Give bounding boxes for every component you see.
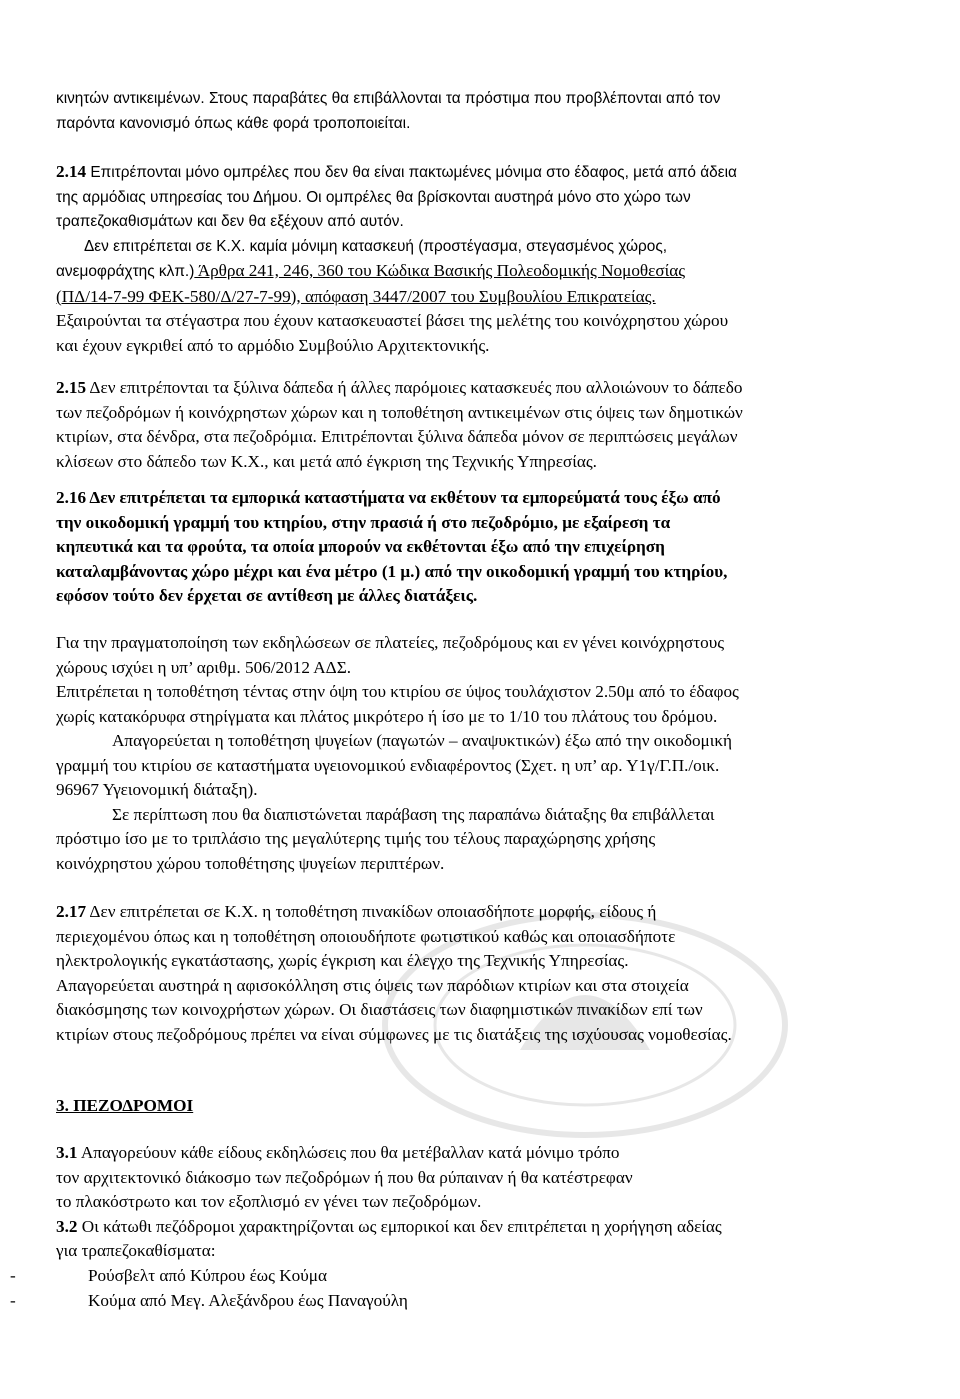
text-line: ανεμοφράχτης κλπ.) Άρθρα 241, 246, 360 του Κώδικα Βασικής Πολεοδομικής Νομοθεσίας xyxy=(56,261,686,280)
text-line: την οικοδομική γραμμή του κτηρίου, στην πρασιά ή στο πεζοδρόμιο, με εξαίρεση τα xyxy=(56,512,671,532)
text-line: τραπεζοκαθισμάτων και δεν θα εξέχουν από αυτόν. xyxy=(56,213,404,230)
text-line: κτιρίων στους πεζοδρόμους πρέπει να είναι σύμφωνες με τις διατάξεις της ισχύουσας νομοθεσίας. xyxy=(56,1024,732,1044)
text-line: ηλεκτρολογικής εγκατάστασης, χωρίς έγκριση και έλεγχο της Τεχνικής Υπηρεσίας. xyxy=(56,951,629,970)
section-3-body xyxy=(56,1141,906,1264)
text-line: εφόσον τούτο δεν έρχεται σε αντίθεση με άλλες διατάξεις. xyxy=(56,586,478,605)
text-line: διακόσμησης των κοινοχρήστων χώρων. Οι διαστάσεις των διαφημιστικών πινακίδων επί των xyxy=(56,1000,703,1019)
text-line: κλίσεων στο δάπεδο των Κ.Χ., και μετά από έγκριση της Τεχνικής Υπηρεσίας. xyxy=(56,451,597,471)
text-line: Για την πραγματοποίηση των εκδηλώσεων σε πλατείες, πεζοδρόμους και εν γένει κοινόχρηστους xyxy=(56,633,725,652)
text-line: Δεν επιτρέπεται σε Κ.Χ. καμία μόνιμη κατασκευή (προστέγασμα, στεγασμένος χώρος, xyxy=(84,237,668,255)
text-line: 2.16 Δεν επιτρέπεται τα εμπορικά καταστήματα να εκθέτουν τα εμπορεύματά τους έξω από xyxy=(56,488,721,507)
intro-paragraph xyxy=(56,87,906,136)
text-line: καταλαμβάνοντας χώρο μέχρι και ένα μέτρο (1 μ.) από την οικοδομική γραμμή του κτηρίου, xyxy=(56,561,728,581)
text-line: των πεζοδρόμων ή κοινόχρηστων χώρων και η τοποθέτηση αντικειμένων στις όψεις των δημοτικών xyxy=(56,402,743,422)
section-2-17 xyxy=(56,900,906,1047)
text-line: 2.15 Δεν επιτρέπονται τα ξύλινα δάπεδα ή άλλες παρόμοιες κατασκευές που αλλοιώνουν το δάπεδο xyxy=(56,378,743,397)
text-line: το πλακόστρωτο και τον εξοπλισμό εν γένει των πεζοδρόμων. xyxy=(56,1192,482,1211)
text-line: για τραπεζοκαθίσματα: xyxy=(56,1241,216,1260)
text-line: κοινόχρηστου χώρου τοποθέτησης ψυγείων περιπτέρων. xyxy=(56,853,445,873)
section-number: 3.1 xyxy=(56,1143,78,1162)
section-2-14 xyxy=(56,160,906,358)
section-number: 2.14 xyxy=(56,162,87,181)
text-line: περιεχομένου όπως και η τοποθέτηση οποιουδήποτε φωτιστικού καθώς και οποιασδήποτε xyxy=(56,926,676,946)
text-line: χώρους ισχύει η υπ’ αριθμ. 506/2012 ΑΔΣ. xyxy=(56,657,352,677)
list-item: - Ρούσβελτ από Κύπρου έως Κούμα xyxy=(10,1266,327,1285)
text-line: πρόστιμο ίσο με το τριπλάσιο της μεγαλύτερης τιμής του τέλους παραχώρησης χρήσης xyxy=(56,829,656,848)
text-line: 3.1 Απαγορεύουν κάθε είδους εκδηλώσεις που θα μετέβαλλαν κατά μόνιμο τρόπο xyxy=(56,1143,620,1162)
text-line: χωρίς κατακόρυφα στηρίγματα και πλάτος μικρότερο ή ίσο με το 1/10 του πλάτους του δρόμου. xyxy=(56,706,718,726)
section-number: 3.2 xyxy=(56,1216,78,1236)
text-line: τον αρχιτεκτονικό διάκοσμο των πεζοδρόμων ή που θα ρύπαιναν ή θα κατέστρεφαν xyxy=(56,1167,633,1187)
section-2-15 xyxy=(56,376,906,474)
text-line: 2.17 Δεν επιτρέπεται σε Κ.Χ. η τοποθέτηση πινακίδων οποιασδήποτε μορφής, είδους ή xyxy=(56,902,657,921)
text-line: και έχουν εγκριθεί από το αρμόδιο Συμβούλιο Αρχιτεκτονικής. xyxy=(56,335,490,355)
text-line: 96967 Υγειονομική διάταξη). xyxy=(56,780,258,799)
text-line: κινητών αντικειμένων. Στους παραβάτες θα επιβάλλονται τα πρόστιμα που προβλέπονται από τον xyxy=(56,90,721,107)
section-number: 2.17 xyxy=(56,902,87,921)
text-line: παρόντα κανονισμό όπως κάθε φορά τροποποιείται. xyxy=(56,114,411,132)
list-item: - Κούμα από Μεγ. Αλεξάνδρου έως Παναγούλη xyxy=(10,1290,408,1310)
section-2-16 xyxy=(56,486,906,609)
text-line: Σε περίπτωση που θα διαπιστώνεται παράβαση της παραπάνω διάταξης θα επιβάλλεται xyxy=(112,804,715,824)
section-number: 2.15 xyxy=(56,378,87,397)
text-line: Απαγορεύεται αυστηρά η αφισοκόλληση στις όψεις των παρόδιων κτιρίων και στα στοιχεία xyxy=(56,975,689,995)
text-line: Απαγορεύεται η τοποθέτηση ψυγείων (παγωτών – αναψυκτικών) έξω από την οικοδομική xyxy=(112,731,733,750)
section-number: 2.16 xyxy=(56,488,87,507)
text-line: της αρμόδιας υπηρεσίας του Δήμου. Οι ομπρέλες θα βρίσκονται αυστηρά μόνο στο χώρο των xyxy=(56,188,691,206)
pedestrian-streets-list xyxy=(10,1264,810,1313)
section-3-heading: 3. ΠΕΖΟΔΡΟΜΟΙ xyxy=(56,1096,194,1115)
text-line: 3.2 Οι κάτωθι πεζόδρομοι χαρακτηρίζονται ως εμπορικοί και δεν επιτρέπεται η χορήγηση αδείας xyxy=(56,1216,722,1236)
law-reference: (ΠΔ/14-7-99 ΦΕΚ-580/Δ/27-7-99), απόφαση 3447/2007 του Συμβουλίου Επικρατείας. xyxy=(56,286,656,306)
text-line: Επιτρέπεται η τοποθέτηση τέντας στην όψη του κτιρίου σε ύψος τουλάχιστον 2.50μ από το έδαφος xyxy=(56,682,739,701)
text-line: κηπευτικά και τα φρούτα, τα οποία μπορούν να εκθέτονται έξω από την επιχείρηση xyxy=(56,537,665,556)
text-line: Εξαιρούνται τα στέγαστρα που έχουν κατασκευαστεί βάσει της μελέτης του κοινόχρηστου χώρου xyxy=(56,311,729,330)
squares-and-fridges-paragraph xyxy=(56,631,906,876)
text-line: γραμμή του κτιρίου σε καταστήματα υγειονομικού ενδιαφέροντος (Σχετ. η υπ’ αρ. Υ1γ/Γ.Π./οικ. xyxy=(56,755,720,775)
text-line: κτιρίων, στα δένδρα, στα πεζοδρόμια. Επιτρέπονται ξύλινα δάπεδα μόνον σε περιπτώσεις μεγάλων xyxy=(56,427,738,446)
text-line: 2.14 Επιτρέπονται μόνο ομπρέλες που δεν θα είναι πακτωμένες μόνιμα στο έδαφος, μετά από άδεια xyxy=(56,162,737,181)
law-reference: Άρθρα 241, 246, 360 του Κώδικα Βασικής Πολεοδομικής Νομοθεσίας xyxy=(194,261,686,280)
